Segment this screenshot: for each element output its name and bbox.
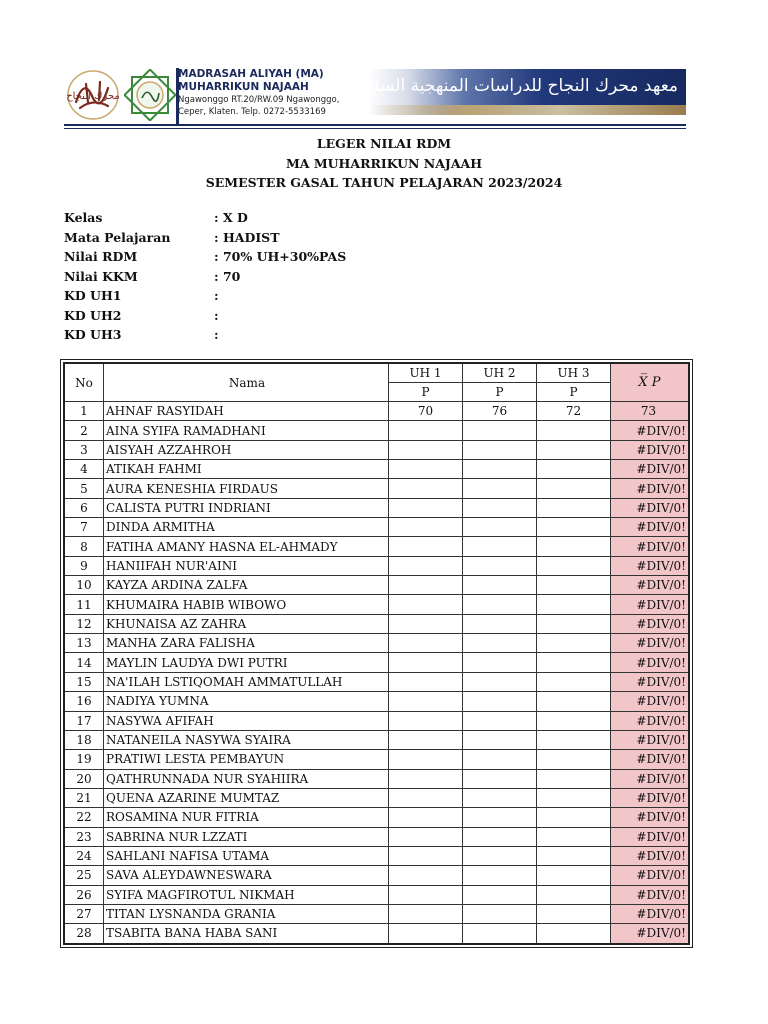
cell-average: #DIV/0! <box>611 440 690 459</box>
cell-average: #DIV/0! <box>611 634 690 653</box>
cell-uh3 <box>537 537 611 556</box>
cell-uh2 <box>463 576 537 595</box>
cell-uh3 <box>537 672 611 691</box>
cell-nama: KHUNAISA AZ ZAHRA <box>104 614 389 633</box>
cell-uh2: 76 <box>463 402 537 421</box>
cell-nama: FATIHA AMANY HASNA EL-AHMADY <box>104 537 389 556</box>
cell-nama: DINDA ARMITHA <box>104 518 389 537</box>
school-name-line1: MADRASAH ALIYAH (MA) <box>178 68 324 80</box>
cell-nama: NATANEILA NASYWA SYAIRA <box>104 730 389 749</box>
cell-no: 28 <box>64 924 104 944</box>
table-row <box>64 518 689 537</box>
info-row <box>64 208 464 228</box>
cell-uh1 <box>389 808 463 827</box>
table-row <box>64 750 689 769</box>
cell-uh3 <box>537 866 611 885</box>
cell-no: 14 <box>64 653 104 672</box>
cell-uh3 <box>537 556 611 575</box>
table-row <box>64 904 689 923</box>
cell-average: #DIV/0! <box>611 769 690 788</box>
cell-uh1 <box>389 866 463 885</box>
cell-no: 15 <box>64 672 104 691</box>
cell-uh1 <box>389 750 463 769</box>
table-row <box>64 498 689 517</box>
cell-uh3 <box>537 634 611 653</box>
cell-uh3 <box>537 460 611 479</box>
cell-average: #DIV/0! <box>611 479 690 498</box>
cell-uh1 <box>389 711 463 730</box>
cell-no: 27 <box>64 904 104 923</box>
cell-uh3 <box>537 788 611 807</box>
cell-nama: CALISTA PUTRI INDRIANI <box>104 498 389 517</box>
cell-uh1: 70 <box>389 402 463 421</box>
cell-uh2 <box>463 924 537 944</box>
cell-no: 16 <box>64 692 104 711</box>
info-value: : 70% UH+30%PAS <box>214 249 347 264</box>
cell-no: 5 <box>64 479 104 498</box>
cell-uh2 <box>463 421 537 440</box>
cell-average: #DIV/0! <box>611 421 690 440</box>
cell-uh3: 72 <box>537 402 611 421</box>
info-row <box>64 306 464 326</box>
table-row <box>64 614 689 633</box>
cell-average: #DIV/0! <box>611 692 690 711</box>
cell-average: #DIV/0! <box>611 556 690 575</box>
table-row <box>64 866 689 885</box>
cell-nama: AHNAF RASYIDAH <box>104 402 389 421</box>
banner-arabic-text: معهد محرك النجاح للدراسات المنهجية السلفية <box>351 76 678 96</box>
cell-average: #DIV/0! <box>611 653 690 672</box>
cell-average: #DIV/0! <box>611 711 690 730</box>
cell-average: #DIV/0! <box>611 750 690 769</box>
info-value: : <box>214 288 219 303</box>
cell-uh3 <box>537 904 611 923</box>
table-row <box>64 440 689 459</box>
cell-uh1 <box>389 730 463 749</box>
cell-nama: TITAN LYSNANDA GRANIA <box>104 904 389 923</box>
cell-nama: SABRINA NUR LZZATI <box>104 827 389 846</box>
cell-uh3 <box>537 595 611 614</box>
star-emblem-logo <box>124 69 176 121</box>
table-row <box>64 634 689 653</box>
cell-uh1 <box>389 653 463 672</box>
cell-uh2 <box>463 769 537 788</box>
info-row <box>64 247 464 267</box>
letterhead-rule-thin <box>64 128 686 129</box>
cell-nama: MAYLIN LAUDYA DWI PUTRI <box>104 653 389 672</box>
info-row <box>64 325 464 345</box>
cell-uh1 <box>389 904 463 923</box>
cell-nama: QUENA AZARINE MUMTAZ <box>104 788 389 807</box>
cell-uh1 <box>389 556 463 575</box>
school-identity <box>178 68 368 118</box>
table-row <box>64 672 689 691</box>
cell-uh2 <box>463 634 537 653</box>
info-value: : HADIST <box>214 229 280 245</box>
cell-nama: NADIYA YUMNA <box>104 692 389 711</box>
cell-average: #DIV/0! <box>611 885 690 904</box>
cell-uh3 <box>537 827 611 846</box>
cell-uh3 <box>537 750 611 769</box>
cell-uh3 <box>537 498 611 517</box>
cell-uh1 <box>389 479 463 498</box>
header-uh1-p: P <box>389 383 463 402</box>
table-row <box>64 479 689 498</box>
cell-nama: MANHA ZARA FALISHA <box>104 634 389 653</box>
cell-uh1 <box>389 576 463 595</box>
cell-uh3 <box>537 653 611 672</box>
info-value: : <box>214 327 219 342</box>
cell-uh3 <box>537 479 611 498</box>
cell-uh2 <box>463 788 537 807</box>
info-row <box>64 267 464 287</box>
info-label: Nilai RDM <box>64 249 138 264</box>
cell-uh1 <box>389 498 463 517</box>
cell-uh2 <box>463 595 537 614</box>
cell-nama: NASYWA AFIFAH <box>104 711 389 730</box>
cell-average: #DIV/0! <box>611 518 690 537</box>
calligraphy-logo <box>66 68 120 122</box>
cell-uh2 <box>463 692 537 711</box>
cell-uh2 <box>463 827 537 846</box>
cell-average: 73 <box>611 402 690 421</box>
title-line2: MA MUHARRIKUN NAJAAH <box>285 155 483 171</box>
cell-uh3 <box>537 421 611 440</box>
class-info <box>64 208 464 345</box>
info-row <box>64 286 464 306</box>
table-row <box>64 421 689 440</box>
table-row <box>64 537 689 556</box>
cell-uh2 <box>463 730 537 749</box>
cell-uh3 <box>537 692 611 711</box>
table-row <box>64 595 689 614</box>
cell-average: #DIV/0! <box>611 808 690 827</box>
header-nama: Nama <box>104 363 389 402</box>
cell-uh1 <box>389 692 463 711</box>
cell-nama: PRATIWI LESTA PEMBAYUN <box>104 750 389 769</box>
cell-uh1 <box>389 846 463 865</box>
info-label: Nilai KKM <box>64 268 138 284</box>
cell-uh1 <box>389 769 463 788</box>
cell-uh2 <box>463 537 537 556</box>
cell-nama: KAYZA ARDINA ZALFA <box>104 576 389 595</box>
cell-no: 1 <box>64 402 104 421</box>
cell-nama: SYIFA MAGFIROTUL NIKMAH <box>104 885 389 904</box>
cell-average: #DIV/0! <box>611 595 690 614</box>
cell-no: 20 <box>64 769 104 788</box>
table-row <box>64 711 689 730</box>
arabic-banner <box>351 69 686 115</box>
cell-uh1 <box>389 634 463 653</box>
school-address-line1: Ngawonggo RT.20/RW.09 Ngawonggo, <box>178 95 340 105</box>
info-label: KD UH3 <box>64 327 122 342</box>
info-label: KD UH2 <box>64 307 122 323</box>
logo-text: محرك النجاح <box>66 91 120 102</box>
cell-uh2 <box>463 846 537 865</box>
cell-uh1 <box>389 672 463 691</box>
cell-uh3 <box>537 614 611 633</box>
cell-nama: KHUMAIRA HABIB WIBOWO <box>104 595 389 614</box>
cell-uh1 <box>389 614 463 633</box>
table-row <box>64 808 689 827</box>
cell-uh3 <box>537 518 611 537</box>
cell-average: #DIV/0! <box>611 827 690 846</box>
cell-average: #DIV/0! <box>611 498 690 517</box>
cell-no: 23 <box>64 827 104 846</box>
cell-uh3 <box>537 576 611 595</box>
table-row <box>64 460 689 479</box>
table-row <box>64 788 689 807</box>
cell-no: 8 <box>64 537 104 556</box>
cell-no: 3 <box>64 440 104 459</box>
cell-uh1 <box>389 595 463 614</box>
cell-average: #DIV/0! <box>611 537 690 556</box>
table-row <box>64 885 689 904</box>
info-value: : <box>214 307 219 323</box>
cell-average: #DIV/0! <box>611 672 690 691</box>
cell-uh2 <box>463 479 537 498</box>
table-row <box>64 576 689 595</box>
cell-uh1 <box>389 421 463 440</box>
info-label: Kelas <box>64 210 103 225</box>
school-address-line2: Ceper, Klaten. Telp. 0272-5533169 <box>178 107 326 117</box>
cell-uh3 <box>537 924 611 944</box>
table-row <box>64 827 689 846</box>
document-titles <box>0 134 768 193</box>
info-label: KD UH1 <box>64 288 122 303</box>
cell-uh3 <box>537 885 611 904</box>
cell-nama: ROSAMINA NUR FITRIA <box>104 808 389 827</box>
table-row <box>64 846 689 865</box>
table-row <box>64 730 689 749</box>
school-name-line2: MUHARRIKUN NAJAAH <box>178 81 309 93</box>
cell-no: 21 <box>64 788 104 807</box>
cell-no: 18 <box>64 730 104 749</box>
cell-average: #DIV/0! <box>611 614 690 633</box>
cell-uh1 <box>389 440 463 459</box>
cell-uh1 <box>389 885 463 904</box>
cell-no: 4 <box>64 460 104 479</box>
cell-average: #DIV/0! <box>611 576 690 595</box>
cell-average: #DIV/0! <box>611 788 690 807</box>
info-row <box>64 228 464 248</box>
banner-wave <box>369 105 686 115</box>
cell-uh2 <box>463 518 537 537</box>
cell-nama: AINA SYIFA RAMADHANI <box>104 421 389 440</box>
table-row <box>64 924 689 944</box>
table-body <box>64 402 689 944</box>
cell-no: 12 <box>64 614 104 633</box>
cell-no: 19 <box>64 750 104 769</box>
cell-no: 9 <box>64 556 104 575</box>
cell-no: 7 <box>64 518 104 537</box>
cell-uh2 <box>463 440 537 459</box>
cell-no: 13 <box>64 634 104 653</box>
cell-nama: ATIKAH FAHMI <box>104 460 389 479</box>
cell-uh1 <box>389 537 463 556</box>
cell-uh3 <box>537 808 611 827</box>
table-row <box>64 692 689 711</box>
cell-no: 2 <box>64 421 104 440</box>
cell-no: 24 <box>64 846 104 865</box>
info-label: Mata Pelajaran <box>64 229 171 245</box>
cell-uh2 <box>463 866 537 885</box>
cell-average: #DIV/0! <box>611 730 690 749</box>
cell-uh2 <box>463 498 537 517</box>
cell-nama: TSABITA BANA HABA SANI <box>104 924 389 944</box>
cell-average: #DIV/0! <box>611 924 690 944</box>
cell-no: 25 <box>64 866 104 885</box>
cell-no: 26 <box>64 885 104 904</box>
info-value: : 70 <box>214 268 241 284</box>
cell-nama: SAHLANI NAFISA UTAMA <box>104 846 389 865</box>
cell-uh3 <box>537 730 611 749</box>
header-uh1: UH 1 <box>389 363 463 383</box>
cell-uh2 <box>463 460 537 479</box>
header-uh3-p: P <box>537 383 611 402</box>
cell-uh2 <box>463 808 537 827</box>
cell-no: 11 <box>64 595 104 614</box>
title-line3: SEMESTER GASAL TAHUN PELAJARAN 2023/2024 <box>205 175 563 190</box>
header-no: No <box>64 363 104 402</box>
table-row <box>64 769 689 788</box>
cell-no: 10 <box>64 576 104 595</box>
cell-uh1 <box>389 827 463 846</box>
cell-nama: SAVA ALEYDAWNESWARA <box>104 866 389 885</box>
cell-nama: HANIIFAH NUR'AINI <box>104 556 389 575</box>
table-row <box>64 556 689 575</box>
cell-uh3 <box>537 846 611 865</box>
cell-average: #DIV/0! <box>611 866 690 885</box>
cell-average: #DIV/0! <box>611 460 690 479</box>
cell-average: #DIV/0! <box>611 846 690 865</box>
cell-uh1 <box>389 788 463 807</box>
cell-uh2 <box>463 672 537 691</box>
cell-nama: AURA KENESHIA FIRDAUS <box>104 479 389 498</box>
cell-uh2 <box>463 904 537 923</box>
cell-uh1 <box>389 460 463 479</box>
table-row <box>64 402 689 421</box>
letterhead <box>64 64 686 130</box>
cell-uh3 <box>537 769 611 788</box>
header-average: X̅ P <box>611 363 690 402</box>
cell-nama: NA'ILAH LSTIQOMAH AMMATULLAH <box>104 672 389 691</box>
cell-uh2 <box>463 556 537 575</box>
cell-nama: QATHRUNNADA NUR SYAHIIRA <box>104 769 389 788</box>
cell-uh2 <box>463 750 537 769</box>
cell-no: 6 <box>64 498 104 517</box>
cell-uh3 <box>537 711 611 730</box>
table-row <box>64 653 689 672</box>
cell-uh3 <box>537 440 611 459</box>
header-uh2-p: P <box>463 383 537 402</box>
header-uh2: UH 2 <box>463 363 537 383</box>
cell-uh2 <box>463 711 537 730</box>
cell-uh2 <box>463 653 537 672</box>
cell-uh2 <box>463 885 537 904</box>
cell-uh1 <box>389 518 463 537</box>
info-value: : X D <box>214 210 248 225</box>
letterhead-rule-thick <box>64 124 686 126</box>
cell-average: #DIV/0! <box>611 904 690 923</box>
header-uh3: UH 3 <box>537 363 611 383</box>
cell-no: 17 <box>64 711 104 730</box>
cell-nama: AISYAH AZZAHROH <box>104 440 389 459</box>
cell-uh1 <box>389 924 463 944</box>
grade-ledger-table <box>63 362 690 945</box>
cell-no: 22 <box>64 808 104 827</box>
title-line1: LEGER NILAI RDM <box>316 136 452 151</box>
cell-uh2 <box>463 614 537 633</box>
